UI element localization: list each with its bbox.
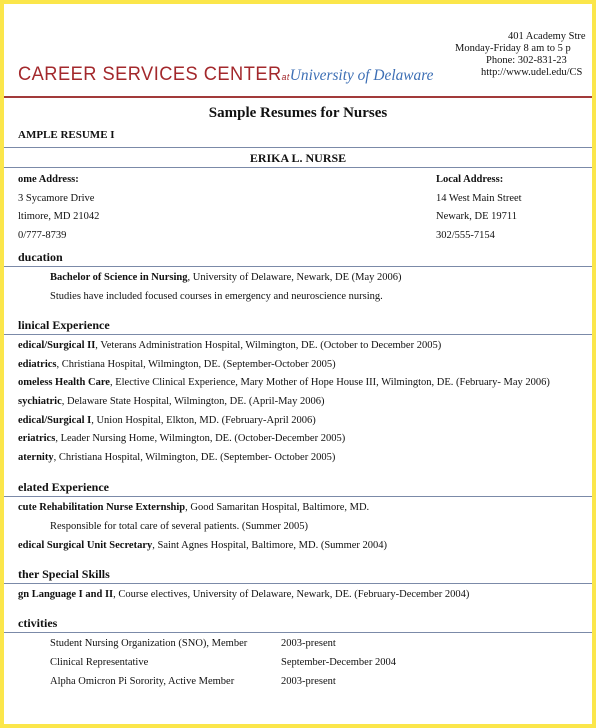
clinical-rotation: edical/Surgical II xyxy=(18,340,96,351)
clinical-item xyxy=(18,396,324,407)
clinical-rotation: edical/Surgical I xyxy=(18,415,92,426)
clinical-details: , Christiana Hospital, Wilmington, DE. (September- October 2005) xyxy=(53,452,336,463)
activity-date: September-December 2004 xyxy=(281,657,396,668)
clinical-details: , Veterans Administration Hospital, Wilmington, DE. (October to December 2005) xyxy=(95,340,442,351)
clinical-rotation: aternity xyxy=(18,452,54,463)
divider xyxy=(4,334,592,335)
home-address-heading: ome Address: xyxy=(18,174,79,185)
local-street: 14 West Main Street xyxy=(436,193,522,204)
education-degree xyxy=(50,272,402,283)
skill-name: gn Language I and II xyxy=(18,589,114,600)
brand-university: University of Delaware xyxy=(289,67,434,84)
activity-name: Student Nursing Organization (SNO), Member xyxy=(50,638,248,649)
contact-url: http://www.udel.edu/CS xyxy=(481,67,583,78)
section-heading-related: elated Experience xyxy=(18,480,109,494)
section-heading-skills: ther Special Skills xyxy=(18,567,110,581)
resume-page xyxy=(4,4,592,724)
contact-address: 401 Academy Stre xyxy=(508,31,586,42)
activity-date: 2003-present xyxy=(281,676,336,687)
brand-of: at xyxy=(281,72,290,82)
brand-divider xyxy=(4,96,592,98)
home-phone: 0/777-8739 xyxy=(18,230,67,241)
home-city: ltimore, MD 21042 xyxy=(18,211,100,222)
divider xyxy=(4,266,592,267)
related-role: cute Rehabilitation Nurse Externship xyxy=(18,502,186,513)
section-heading-education: ducation xyxy=(18,250,63,264)
local-city: Newark, DE 19711 xyxy=(436,211,517,222)
clinical-details: , Christiana Hospital, Wilmington, DE. (September-October 2005) xyxy=(56,359,336,370)
related-item-note: Responsible for total care of several patients. (Summer 2005) xyxy=(50,521,309,532)
clinical-item xyxy=(18,340,441,351)
clinical-details: , Leader Nursing Home, Wilmington, DE. (October-December 2005) xyxy=(55,433,346,444)
clinical-rotation: eriatrics xyxy=(18,433,56,444)
clinical-details: , Delaware State Hospital, Wilmington, DE. (April-May 2006) xyxy=(61,396,325,407)
local-address-heading: Local Address: xyxy=(436,174,504,185)
related-details: , Saint Agnes Hospital, Baltimore, MD. (Summer 2004) xyxy=(152,540,388,551)
clinical-item xyxy=(18,359,336,370)
degree-details: , University of Delaware, Newark, DE (May 2006) xyxy=(187,272,402,283)
divider xyxy=(4,147,592,148)
divider xyxy=(4,583,592,584)
clinical-item xyxy=(18,415,316,426)
home-street: 3 Sycamore Drive xyxy=(18,193,95,204)
brand-logo xyxy=(18,64,433,86)
clinical-item xyxy=(18,452,335,463)
clinical-item xyxy=(18,377,550,388)
local-phone: 302/555-7154 xyxy=(436,230,495,241)
education-note: Studies have included focused courses in emergency and neuroscience nursing. xyxy=(50,291,383,302)
candidate-name: ERIKA L. NURSE xyxy=(249,151,347,165)
related-item xyxy=(18,540,387,551)
activity-date: 2003-present xyxy=(281,638,336,649)
activity-name: Alpha Omicron Pi Sorority, Active Member xyxy=(50,676,235,687)
divider xyxy=(4,167,592,168)
clinical-details: , Union Hospital, Elkton, MD. (February-April 2006) xyxy=(91,415,316,426)
related-item xyxy=(18,502,369,513)
brand-name: CAREER SERVICES CENTER xyxy=(18,64,282,85)
clinical-rotation: ediatrics xyxy=(18,359,57,370)
section-heading-clinical: linical Experience xyxy=(18,318,110,332)
contact-phone: Phone: 302-831-23 xyxy=(486,55,567,66)
related-details: , Good Samaritan Hospital, Baltimore, MD. xyxy=(185,502,370,513)
degree-title: Bachelor of Science in Nursing xyxy=(50,272,188,283)
skills-item xyxy=(18,589,469,600)
divider xyxy=(4,496,592,497)
activity-name: Clinical Representative xyxy=(50,657,149,668)
document-title: Sample Resumes for Nurses xyxy=(208,105,388,121)
related-role: edical Surgical Unit Secretary xyxy=(18,540,153,551)
resume-label: AMPLE RESUME I xyxy=(18,129,115,141)
clinical-item xyxy=(18,433,345,444)
skill-details: , Course electives, University of Delaware, Newark, DE. (February-December 2004) xyxy=(113,589,470,600)
clinical-details: , Elective Clinical Experience, Mary Mother of Hope House III, Wilmington, DE. (February- May 2006) xyxy=(109,377,550,388)
section-heading-activities: ctivities xyxy=(18,616,58,630)
divider xyxy=(4,632,592,633)
clinical-rotation: omeless Health Care xyxy=(18,377,110,388)
clinical-rotation: sychiatric xyxy=(18,396,62,407)
contact-hours: Monday-Friday 8 am to 5 p xyxy=(455,43,571,54)
